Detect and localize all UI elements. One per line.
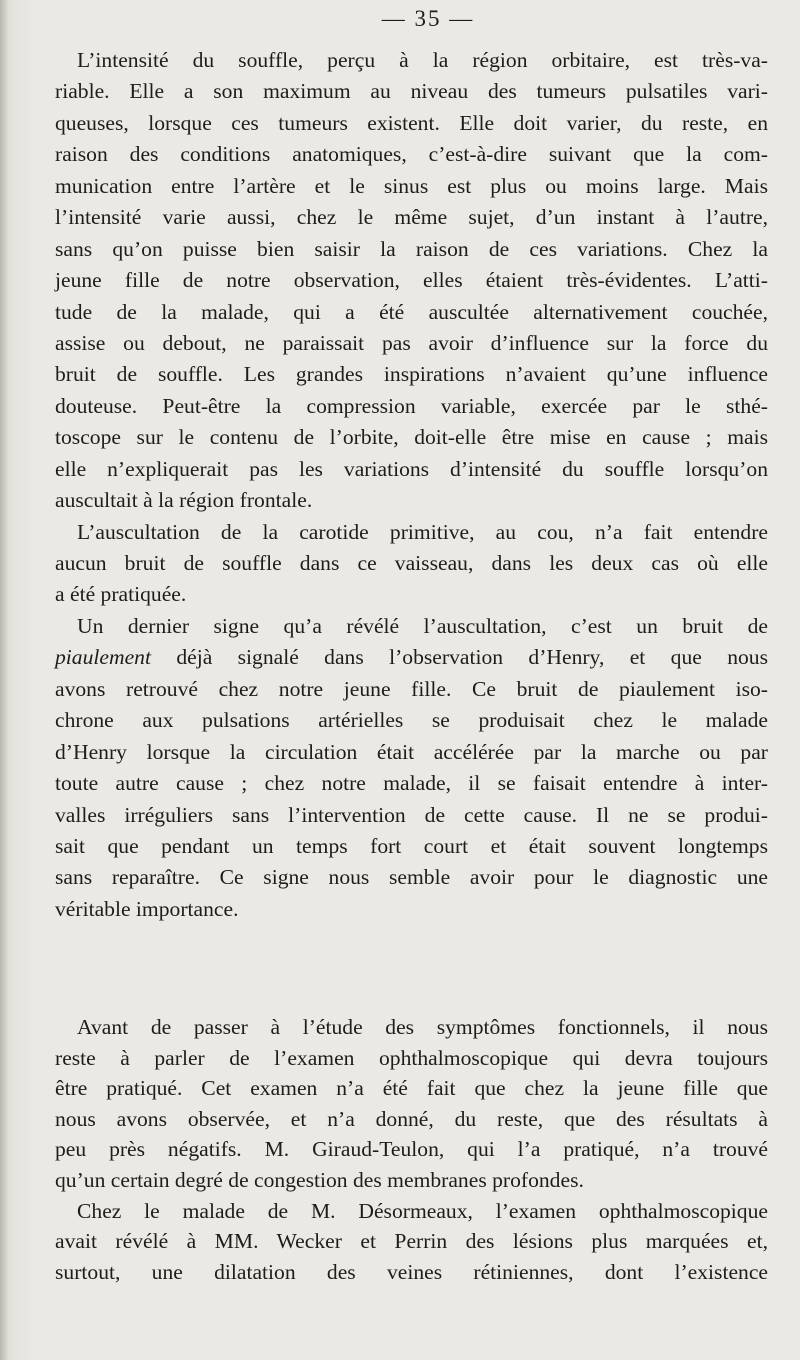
text-line: raison des conditions anatomiques, c’est-à-dire suivant que la com- <box>55 142 768 167</box>
text-line: sait que pendant un temps fort court et était souvent longtemps <box>55 833 768 858</box>
text-line: L’auscultation de la carotide primitive, au cou, n’a fait entendre <box>77 519 768 544</box>
text-line: riable. Elle a son maximum au niveau des tumeurs pulsatiles vari- <box>55 79 768 104</box>
text-line: douteuse. Peut-être la compression variable, exercée par le sthé- <box>55 393 768 418</box>
text-line: auscultait à la région frontale. <box>55 488 313 513</box>
page-binding-edge <box>0 0 8 1360</box>
text-line: avait révélé à MM. Wecker et Perrin des lésions plus marquées et, <box>55 1229 768 1254</box>
text-block-lower <box>55 1012 768 1287</box>
text-line: l’intensité varie aussi, chez le même sujet, d’un instant à l’autre, <box>55 205 768 230</box>
text-fragment: déjà signalé dans l’observation d’Henry, et que nous <box>150 645 768 670</box>
text-line: sans qu’on puisse bien saisir la raison de ces variations. Chez la <box>55 236 768 261</box>
text-line: surtout, une dilatation des veines rétiniennes, dont l’existence <box>55 1259 768 1284</box>
text-line: tude de la malade, qui a été auscultée alternativement couchée, <box>55 299 768 324</box>
text-line: reste à parler de l’examen ophthalmoscopique qui devra toujours <box>55 1045 768 1070</box>
text-line: toute autre cause ; chez notre malade, il se faisait entendre à inter- <box>55 771 768 796</box>
text-line: avons retrouvé chez notre jeune fille. Ce bruit de piaulement iso- <box>55 676 768 701</box>
text-line: peu près négatifs. M. Giraud-Teulon, qui l’a pratiqué, n’a trouvé <box>55 1137 768 1162</box>
text-line: chrone aux pulsations artérielles se produisait chez le malade <box>55 708 768 733</box>
text-line: d’Henry lorsque la circulation était accélérée par la marche ou par <box>55 739 768 764</box>
text-line: qu’un certain degré de congestion des membranes profondes. <box>55 1167 584 1192</box>
text-line: nous avons observée, et n’a donné, du reste, que des résultats à <box>55 1106 768 1131</box>
text-line: Chez le malade de M. Désormeaux, l’examen ophthalmoscopique <box>77 1198 768 1223</box>
text-line: Un dernier signe qu’a révélé l’auscultation, c’est un bruit de <box>77 613 768 638</box>
text-line: valles irréguliers sans l’intervention de cette cause. Il ne se produi- <box>55 802 768 827</box>
page-number: — 35 — <box>381 6 475 31</box>
text-line: Avant de passer à l’étude des symptômes fonctionnels, il nous <box>77 1015 768 1039</box>
text-line: assise ou debout, ne paraissait pas avoir d’influence sur la force du <box>55 330 768 355</box>
text-line: être pratiqué. Cet examen n’a été fait que chez la jeune fille que <box>55 1076 768 1101</box>
text-line: munication entre l’artère et le sinus est plus ou moins large. Mais <box>55 173 768 198</box>
text-block-upper <box>55 45 768 925</box>
text-line: a été pratiquée. <box>55 582 187 607</box>
text-line-with-italic <box>55 642 768 673</box>
text-line: jeune fille de notre observation, elles étaient très-évidentes. L’atti- <box>55 268 768 293</box>
text-line: elle n’expliquerait pas les variations d’intensité du souffle lorsqu’on <box>55 456 768 481</box>
text-line: queuses, lorsque ces tumeurs existent. Elle doit varier, du reste, en <box>55 110 768 135</box>
text-line: aucun bruit de souffle dans ce vaisseau, dans les deux cas où elle <box>55 551 768 575</box>
italic-term: piaulement <box>55 645 151 670</box>
text-line: L’intensité du souffle, perçu à la région orbitaire, est très-va- <box>77 48 768 72</box>
text-line: toscope sur le contenu de l’orbite, doit-elle être mise en cause ; mais <box>55 425 768 450</box>
text-line: véritable importance. <box>55 896 239 921</box>
text-line: bruit de souffle. Les grandes inspirations n’avaient qu’une influence <box>55 362 768 387</box>
text-line: sans reparaître. Ce signe nous semble avoir pour le diagnostic une <box>55 865 768 890</box>
